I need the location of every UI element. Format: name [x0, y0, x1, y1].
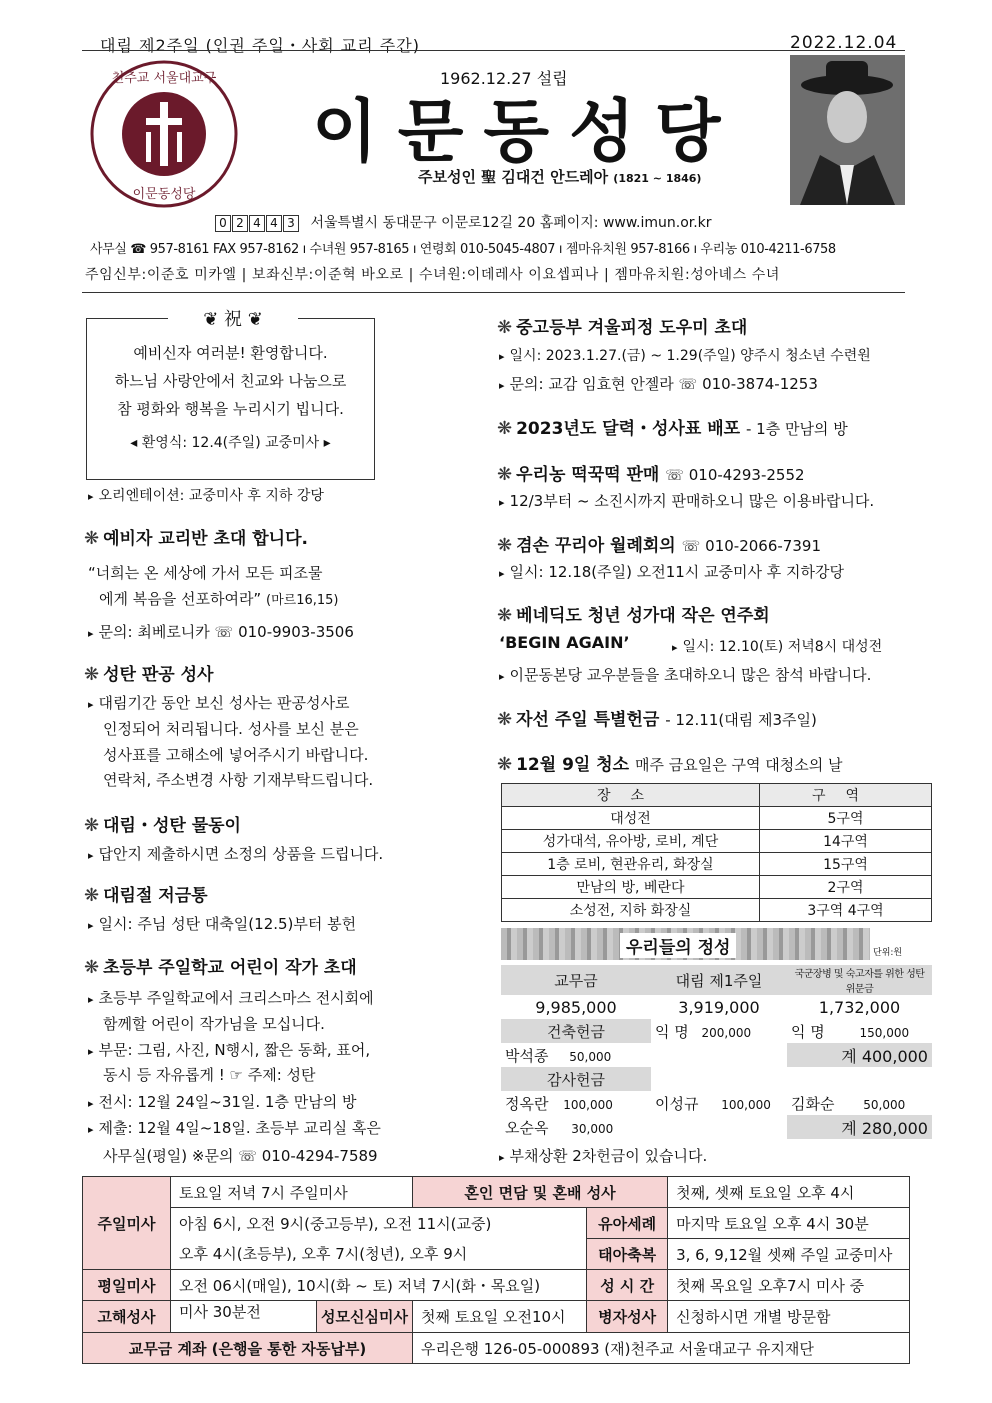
- table-row: [83, 1301, 910, 1333]
- child-artist-text: ▸ 부문: 그림, 사진, N행시, 짧은 동화, 표어,: [88, 1039, 370, 1060]
- table-cell: 토요일 저녁 7시 주일미사: [171, 1177, 413, 1208]
- table-cell: [651, 1019, 787, 1043]
- table-row: [83, 1177, 910, 1208]
- table-cell: 아침 6시, 오전 9시(중고등부), 오전 11시(교중): [171, 1208, 587, 1239]
- mass-schedule-table: [82, 1176, 910, 1364]
- confession-text: 연락처, 주소변경 사항 기재부탁드립니다.: [103, 771, 374, 789]
- water-jar-heading: [84, 811, 241, 836]
- heading-note: ☏ 010-4293-2552: [665, 466, 805, 484]
- offering-table: [501, 965, 932, 1139]
- table-row: [501, 1115, 932, 1139]
- heading-text: 초등부 주일학교 어린이 작가 초대: [103, 958, 357, 978]
- heading-text: 자선 주일 특별헌금: [516, 710, 660, 730]
- svg-text:천주교 서울대교구: 천주교 서울대교구: [111, 71, 217, 86]
- postal-digit: 4: [266, 215, 282, 232]
- heading-text: 예비자 교리반 초대 합니다.: [103, 529, 308, 549]
- table-row: [83, 1208, 910, 1239]
- flower-bullet-icon: ❋: [497, 535, 513, 556]
- cleaning-table: [501, 783, 932, 922]
- welcome-line: 참 평화와 행복을 누리시기 빕니다.: [117, 400, 344, 418]
- table-cell: 만남의 방, 베란다: [502, 876, 760, 899]
- donor-amount: 200,000: [701, 1025, 752, 1040]
- postal-code: [215, 215, 304, 231]
- child-artist-heading: [84, 953, 357, 978]
- flower-bullet-icon: ❋: [84, 528, 100, 549]
- donor-name: 익 명: [655, 1022, 689, 1041]
- table-row: [501, 1043, 932, 1067]
- heading-text: 12월 9일 청소: [516, 755, 630, 775]
- child-artist-text: 함께할 어린이 작가님을 모십니다.: [103, 1015, 325, 1033]
- confession-time: 미사 30분전: [179, 1303, 261, 1321]
- orientation-note: ▸ 오리엔테이션: 교중미사 후 지하 강당: [88, 485, 324, 505]
- postal-digit: 3: [283, 215, 299, 232]
- table-cell: 마지막 토요일 오후 4시 30분: [668, 1208, 910, 1239]
- flower-bullet-icon: ❋: [84, 957, 100, 978]
- catechumen-heading: [84, 524, 308, 549]
- table-row: [501, 1019, 932, 1043]
- rice-cake-heading: [497, 460, 805, 485]
- donor-name: 정옥란: [505, 1094, 549, 1113]
- donor-name: 이성규: [655, 1094, 699, 1113]
- saint-portrait-image: [790, 55, 905, 205]
- heading-text: 2023년도 달력・성사표 배포: [516, 419, 741, 439]
- table-cell: 첫째 토요일 오전10시: [413, 1301, 587, 1333]
- row-label: 태아축복: [587, 1239, 668, 1270]
- donor-name: 김화순: [791, 1094, 835, 1113]
- table-row: [83, 1239, 910, 1270]
- laurel-congrats-icon: ❦ 祝 ❦: [168, 305, 298, 335]
- scripture-quote: “너희는 온 세상에 가서 모든 피조물: [88, 564, 323, 582]
- donor-amount: 100,000: [563, 1097, 613, 1112]
- table-cell: 우리은행 126-05-000893 (재)천주교 서울대교구 유지재단: [413, 1333, 910, 1364]
- table-cell: [651, 1115, 787, 1139]
- flower-bullet-icon: ❋: [84, 664, 100, 685]
- curia-text: ▸ 일시: 12.18(주일) 오전11시 교중미사 후 지하강당: [499, 561, 844, 582]
- table-cell: [651, 1067, 787, 1091]
- staff-line: 주임신부:이준호 미카엘 | 보좌신부:이준혁 바오로 | 수녀원:이데레사 이요셉피나 | 젬마유치원:성아녜스 수녀: [85, 267, 781, 283]
- row-label: 고해성사: [83, 1301, 171, 1333]
- curia-heading: [497, 531, 821, 556]
- donor-name: 오순옥: [505, 1118, 549, 1137]
- confession-text: ▸ 대림기간 동안 보신 성사는 판공성사로: [88, 692, 349, 713]
- patron-years: (1821 ~ 1846): [613, 172, 702, 185]
- heading-note: - 1층 만남의 방: [745, 420, 848, 438]
- flower-bullet-icon: ❋: [497, 754, 513, 775]
- confession-text: 성사표를 고해소에 넣어주시기 바랍니다.: [103, 746, 369, 764]
- parish-title: 이문동성당: [312, 93, 741, 172]
- row-label: 교무금 계좌 (은행을 통한 자동납부): [83, 1333, 413, 1364]
- table-row: [501, 1067, 932, 1091]
- row-label: 주일미사: [83, 1177, 171, 1270]
- flower-bullet-icon: ❋: [497, 317, 513, 338]
- address-line: [215, 212, 712, 232]
- table-cell: 신청하시면 개별 방문함: [668, 1301, 910, 1333]
- child-artist-text: 사무실(평일) ※문의 ☏ 010-4294-7589: [103, 1147, 378, 1165]
- table-row: [502, 876, 932, 899]
- patron-saint: [418, 166, 701, 187]
- donor-amount: 100,000: [721, 1097, 771, 1112]
- table-header-row: [502, 784, 932, 807]
- row-label: 혼인 면담 및 혼배 성사: [413, 1177, 668, 1208]
- table-row: [502, 830, 932, 853]
- table-cell: 계 280,000: [787, 1115, 932, 1139]
- charity-heading: [497, 705, 817, 730]
- heading-text: 성탄 판공 성사: [103, 665, 214, 685]
- advent-bank-heading: [84, 881, 208, 906]
- welcome-box: [86, 318, 375, 480]
- table-cell: 3, 6, 9,12월 셋째 주일 교중미사: [668, 1239, 910, 1270]
- patron-name: 주보성인 聖 김대건 안드레아: [418, 168, 609, 186]
- table-cell: 대성전: [502, 807, 760, 830]
- heading-note: 매주 금요일은 구역 대청소의 날: [635, 756, 843, 774]
- donor-amount: 50,000: [863, 1097, 906, 1112]
- scripture-quote: [99, 588, 338, 609]
- heading-text: 겸손 꾸리아 월례회의: [516, 536, 676, 556]
- scripture-ref: (마르16,15): [266, 593, 339, 608]
- week-title: 대림 제2주일 (인권 주일・사회 교리 주간): [100, 36, 420, 55]
- welcome-line: 하느님 사랑안에서 친교와 나눔으로: [114, 372, 347, 390]
- concert-time: ▸ 일시: 12.10(토) 저녁8시 대성전: [672, 636, 882, 656]
- issue-date: 2022.12.04: [790, 33, 898, 53]
- table-row: [501, 965, 932, 995]
- heading-text: 우리농 떡꾹떡 판매: [516, 465, 660, 485]
- table-cell: [651, 1043, 787, 1067]
- retreat-text: ▸ 일시: 2023.1.27.(금) ~ 1.29(주일) 양주시 청소년 수련원: [499, 345, 871, 365]
- flower-bullet-icon: ❋: [84, 815, 100, 836]
- donor-name: 박석종: [505, 1046, 549, 1065]
- donor-amount: 150,000: [859, 1025, 910, 1040]
- table-cell: [171, 1301, 413, 1333]
- row-label: 평일미사: [83, 1270, 171, 1301]
- table-cell: [651, 1091, 787, 1115]
- heading-text: 대림절 저금통: [103, 886, 208, 906]
- table-cell: 첫째, 셋째 토요일 오후 4시: [668, 1177, 910, 1208]
- flower-bullet-icon: ❋: [497, 605, 513, 626]
- header-divider: [82, 292, 905, 293]
- table-cell: 14구역: [760, 830, 932, 853]
- flower-bullet-icon: ❋: [84, 885, 100, 906]
- congrats-glyph: 祝: [224, 309, 242, 330]
- parish-logo: [90, 60, 238, 208]
- donor-name: 익 명: [791, 1022, 825, 1041]
- table-cell: 첫째 목요일 오후7시 미사 중: [668, 1270, 910, 1301]
- top-divider: [82, 50, 905, 51]
- column-header: 대림 제1주일: [651, 965, 787, 995]
- svg-text:이문동성당: 이문동성당: [132, 187, 196, 202]
- welcome-ceremony: ◂ 환영식: 12.4(주일) 교중미사 ▸: [130, 435, 331, 451]
- quote-text: 에게 복음을 선포하여라”: [99, 590, 262, 608]
- table-cell: 1층 로비, 현관유리, 화장실: [502, 853, 760, 876]
- table-cell: 감사헌금: [501, 1067, 651, 1091]
- table-cell: [501, 1115, 651, 1139]
- column-header: 국군장병 및 숙고자를 위한 성탄 위문금: [787, 965, 932, 995]
- column-header: 교무금: [501, 965, 651, 995]
- column-header: 장소: [502, 784, 760, 807]
- contacts-line: 사무실 ☎ 957-8161 FAX 957-8162 ı 수녀원 957-8165 ı 연령회 010-5045-4807 ı 젬마유치원 957-8166 ı 우리농 010-4211-6758: [90, 242, 836, 257]
- address-text: 서울특별시 동대문구 이문로12길 20 홈페이지: www.imun.or.kr: [310, 215, 712, 231]
- table-cell: [501, 1043, 651, 1067]
- heading-note: ☏ 010-2066-7391: [681, 537, 821, 555]
- table-cell: 건축헌금: [501, 1019, 651, 1043]
- table-cell: 9,985,000: [535, 997, 617, 1017]
- table-cell: 5구역: [760, 807, 932, 830]
- catechumen-contact: ▸ 문의: 최베로니카 ☏ 010-9903-3506: [88, 621, 354, 642]
- row-label: 병자성사: [587, 1301, 668, 1333]
- row-label: 유아세례: [587, 1208, 668, 1239]
- confession-text: 인정되어 처리됩니다. 성사를 보신 분은: [103, 720, 359, 738]
- heading-text: 대림・성탄 물동이: [103, 816, 241, 836]
- debt-note: ▸ 부채상환 2차헌금이 있습니다.: [499, 1145, 707, 1166]
- table-row: [502, 807, 932, 830]
- heading-text: 중고등부 겨울피정 도우미 초대: [516, 318, 748, 338]
- row-label: 성모신심미사: [316, 1301, 412, 1332]
- welcome-line: 예비신자 여러분! 환영합니다.: [133, 344, 328, 362]
- column-header: 구역: [760, 784, 932, 807]
- table-cell: [787, 1019, 932, 1043]
- table-cell: 1,732,000: [818, 997, 901, 1017]
- concert-heading: [497, 601, 770, 626]
- donor-amount: 30,000: [571, 1121, 614, 1136]
- flower-bullet-icon: ❋: [497, 709, 513, 730]
- table-row: [83, 1270, 910, 1301]
- table-cell: [501, 1091, 651, 1115]
- table-cell: 성가대석, 유아방, 로비, 계단: [502, 830, 760, 853]
- table-cell: 3구역 4구역: [760, 899, 932, 922]
- heading-note: - 12.11(대림 제3주일): [665, 711, 817, 729]
- cleaning-heading: [497, 750, 842, 775]
- child-artist-text: 동시 등 자유롭게 ! ☞ 주제: 성탄: [103, 1066, 316, 1084]
- offering-unit: 단위:원: [873, 948, 903, 958]
- table-cell: 오전 06시(매일), 10시(화 ~ 토) 저녁 7시(화・목요일): [171, 1270, 587, 1301]
- postal-digit: 0: [215, 215, 231, 232]
- retreat-heading: [497, 313, 747, 338]
- established-date: 1962.12.27 설립: [440, 69, 568, 88]
- concert-text: ▸ 이문동본당 교우분들을 초대하오니 많은 참석 바랍니다.: [499, 664, 871, 685]
- confession-heading: [84, 660, 213, 685]
- donor-amount: 50,000: [569, 1049, 612, 1064]
- retreat-text: ▸ 문의: 교감 임효현 안젤라 ☏ 010-3874-1253: [499, 373, 818, 394]
- flower-bullet-icon: ❋: [497, 464, 513, 485]
- table-cell: 계 400,000: [787, 1043, 932, 1067]
- table-cell: 오후 4시(초등부), 오후 7시(청년), 오후 9시: [171, 1239, 587, 1270]
- table-row: [501, 1091, 932, 1115]
- row-label: 성 시 간: [587, 1270, 668, 1301]
- table-cell: 소성전, 지하 화장실: [502, 899, 760, 922]
- child-artist-text: ▸ 초등부 주일학교에서 크리스마스 전시회에: [88, 987, 374, 1008]
- concert-subtitle: ‘BEGIN AGAIN’: [499, 633, 630, 652]
- table-row: [501, 995, 932, 1019]
- table-row: [502, 853, 932, 876]
- water-jar-text: ▸ 답안지 제출하시면 소정의 상품을 드립니다.: [88, 843, 383, 864]
- table-cell: [787, 1091, 932, 1115]
- advent-bank-text: ▸ 일시: 주님 성탄 대축일(12.5)부터 봉헌: [88, 913, 356, 934]
- table-cell: 2구역: [760, 876, 932, 899]
- table-cell: 15구역: [760, 853, 932, 876]
- rice-cake-text: ▸ 12/3부터 ~ 소진시까지 판매하오니 많은 이용바랍니다.: [499, 490, 874, 511]
- child-artist-text: ▸ 제출: 12월 4일~18일. 초등부 교리실 혹은: [88, 1117, 381, 1138]
- postal-digit: 4: [249, 215, 265, 232]
- heading-text: 베네딕도 청년 성가대 작은 연주회: [516, 606, 770, 626]
- table-cell: 3,919,000: [678, 997, 760, 1017]
- offering-title: 우리들의 정성: [620, 933, 736, 958]
- flower-bullet-icon: ❋: [497, 418, 513, 439]
- table-row: [502, 899, 932, 922]
- calendar-heading: [497, 414, 848, 439]
- table-row: [83, 1333, 910, 1364]
- child-artist-text: ▸ 전시: 12월 24일~31일. 1층 만남의 방: [88, 1091, 356, 1112]
- table-cell: [787, 1067, 932, 1091]
- postal-digit: 2: [232, 215, 248, 232]
